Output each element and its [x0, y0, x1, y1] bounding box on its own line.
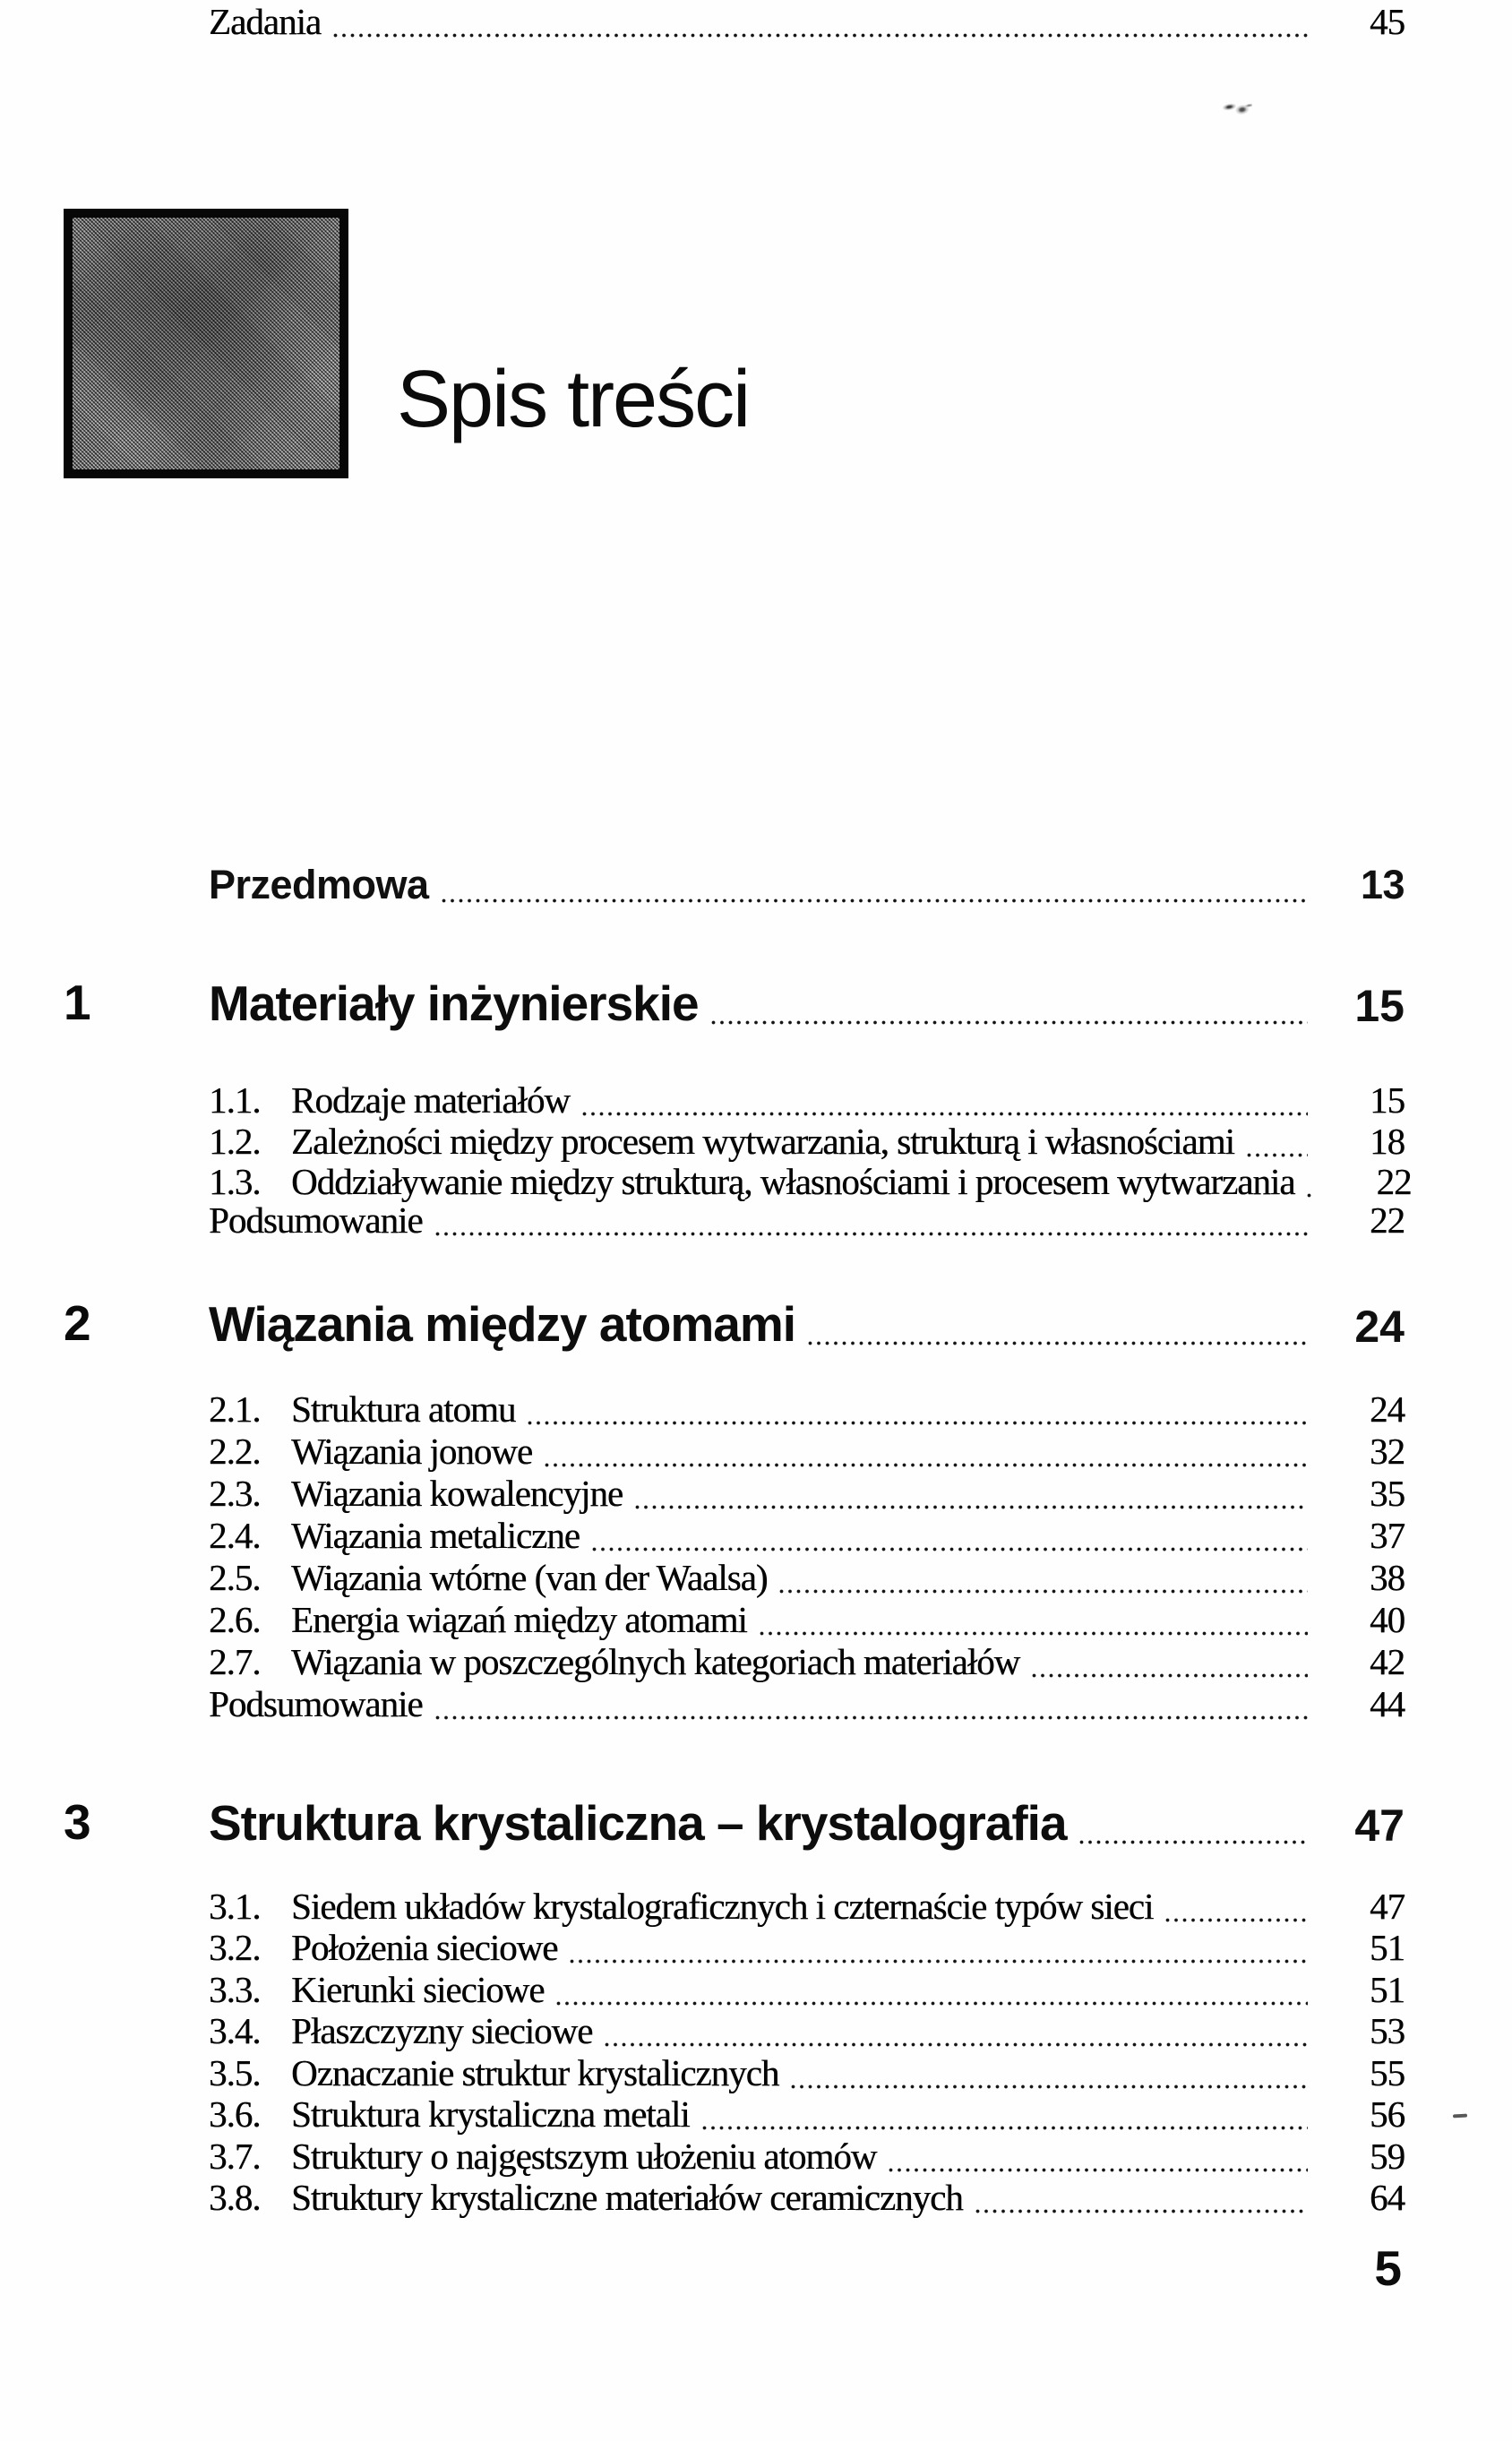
toc-entry	[209, 1885, 1405, 1928]
dot-leader	[1032, 1673, 1308, 1678]
toc-chapter-heading	[209, 1794, 1405, 1852]
toc-entry-page-number: 42	[1370, 1641, 1405, 1682]
dot-leader	[435, 1232, 1308, 1236]
dot-leader	[635, 1505, 1308, 1509]
toc-chapter-heading	[209, 975, 1405, 1032]
toc-entry-page-number: 15	[1370, 1079, 1405, 1121]
toc-entry-number: 2.6.	[209, 1599, 261, 1640]
toc-entry-number: 3.3.	[209, 1969, 261, 2010]
toc-entry	[209, 2135, 1405, 2178]
toc-entry	[209, 1430, 1405, 1473]
dot-leader	[1079, 1840, 1308, 1844]
toc-entry	[209, 1968, 1405, 2011]
toc-entry-page-number: 44	[1370, 1683, 1405, 1724]
dot-leader	[808, 1341, 1308, 1345]
toc-entry	[209, 2051, 1405, 2094]
toc-entry-page-number: 51	[1370, 1969, 1405, 2010]
toc-entry	[209, 1120, 1405, 1163]
toc-entry	[209, 1640, 1405, 1683]
toc-entry-label: Zależności między procesem wytwarzania, strukturą i własnościami	[291, 1121, 1234, 1162]
toc-entry-page-number: 45	[1370, 1, 1405, 42]
toc-entry-label: Wiązania jonowe	[291, 1431, 533, 1472]
toc-entry-page-number: 47	[1370, 1886, 1405, 1927]
toc-entry-number: 3.2.	[209, 1927, 261, 1968]
toc-entry-label: Oznaczanie struktur krystalicznych	[291, 2052, 779, 2093]
toc-entry-label: Płaszczyzny sieciowe	[291, 2010, 593, 2051]
ink-speck	[1453, 2114, 1467, 2119]
toc-chapter-title: Wiązania między atomami	[209, 1296, 796, 1352]
ink-smudge	[1220, 94, 1253, 119]
toc-entry	[209, 1472, 1405, 1515]
chapter-number: 3	[64, 1794, 91, 1850]
toc-entry-label: Zadania	[209, 1, 322, 42]
toc-entry-number: 2.3.	[209, 1473, 261, 1514]
toc-entry	[209, 2009, 1405, 2052]
toc-entry-number: 1.1.	[209, 1079, 261, 1121]
toc-entry-label: Wiązania wtórne (van der Waalsa)	[291, 1557, 768, 1598]
dot-leader	[435, 1715, 1308, 1720]
dot-leader	[975, 2209, 1308, 2213]
toc-entry-page-number: 55	[1370, 2052, 1405, 2093]
toc-chapter-title: Materiały inżynierskie	[209, 976, 699, 1031]
toc-entry-label: Położenia sieciowe	[291, 1927, 558, 1968]
dot-leader	[442, 898, 1308, 903]
toc-entry-page-number: 40	[1370, 1599, 1405, 1640]
dot-leader	[592, 1547, 1308, 1551]
dot-leader	[333, 33, 1308, 38]
dot-leader	[1307, 1193, 1314, 1198]
toc-entry-page-number: 51	[1370, 1927, 1405, 1968]
toc-entry	[209, 0, 1405, 43]
toc-entry-label: Struktura atomu	[291, 1388, 516, 1430]
dot-leader	[1165, 1918, 1308, 1922]
toc-chapter-title: Struktura krystaliczna – krystalografia	[209, 1795, 1067, 1851]
toc-entry-page-number: 47	[1354, 1801, 1405, 1851]
toc-entry-number: 3.8.	[209, 2177, 261, 2218]
toc-entry-label: Przedmowa	[209, 862, 429, 907]
toc-entry-label: Struktury krystaliczne materiałów ceramicznych	[291, 2177, 963, 2218]
toc-entry	[209, 1199, 1405, 1242]
toc-entry-label: Kierunki sieciowe	[291, 1969, 545, 2010]
toc-entry-page-number: 53	[1370, 2010, 1405, 2051]
chapter-number: 2	[64, 1295, 91, 1351]
dot-leader	[889, 2168, 1308, 2172]
toc-entry-label: Siedem układów krystalograficznych i czternaście typów sieci	[291, 1886, 1154, 1927]
toc-entry-page-number: 32	[1370, 1431, 1405, 1472]
toc-entry-number: 3.5.	[209, 2052, 261, 2093]
toc-entry-number: 3.4.	[209, 2010, 261, 2051]
dot-leader	[570, 1959, 1308, 1964]
toc-entry-page-number: 15	[1354, 981, 1405, 1031]
dot-leader	[556, 2001, 1308, 2006]
toc-entry-number: 2.4.	[209, 1515, 261, 1556]
dot-leader	[711, 1020, 1308, 1025]
toc-entry-label: Wiązania w poszczególnych kategoriach materiałów	[291, 1641, 1020, 1682]
toc-entry-page-number: 38	[1370, 1557, 1405, 1598]
toc-entry-label: Podsumowanie	[209, 1683, 423, 1724]
toc-entry-page-number: 22	[1370, 1199, 1405, 1241]
toc-entry-page-number: 64	[1370, 2177, 1405, 2218]
toc-entry-number: 3.1.	[209, 1886, 261, 1927]
toc-entry	[209, 1556, 1405, 1599]
toc-entry	[209, 2176, 1405, 2219]
toc-entry	[209, 1514, 1405, 1557]
toc-entry-number: 3.6.	[209, 2093, 261, 2135]
toc-entry-number: 2.5.	[209, 1557, 261, 1598]
chapter-opener-halftone-block	[64, 209, 348, 478]
dot-leader	[760, 1631, 1308, 1636]
toc-entry-page-number: 24	[1370, 1388, 1405, 1430]
toc-entry-label: Oddziaływanie między strukturą, własnościami i procesem wytwarzania	[291, 1161, 1295, 1202]
toc-entry	[209, 1682, 1405, 1725]
dot-leader	[791, 2084, 1308, 2089]
toc-entry-page-number: 18	[1370, 1121, 1405, 1162]
toc-entry-page-number: 37	[1370, 1515, 1405, 1556]
toc-entry-label: Wiązania kowalencyjne	[291, 1473, 623, 1514]
toc-entry-number: 2.1.	[209, 1388, 261, 1430]
dot-leader	[605, 2042, 1308, 2047]
toc-entry	[209, 2093, 1405, 2136]
toc-entry-number: 2.7.	[209, 1641, 261, 1682]
toc-entry	[209, 1926, 1405, 1969]
dot-leader	[545, 1463, 1308, 1467]
dot-leader	[702, 2126, 1308, 2130]
toc-entry-page-number: 56	[1370, 2093, 1405, 2135]
dot-leader	[779, 1589, 1308, 1594]
toc-entry	[209, 1598, 1405, 1641]
toc-entry-page-number: 24	[1354, 1302, 1405, 1352]
toc-entry-label: Wiązania metaliczne	[291, 1515, 580, 1556]
dot-leader	[1247, 1153, 1308, 1157]
toc-entry	[209, 1388, 1405, 1431]
toc-entry-label: Struktura krystaliczna metali	[291, 2093, 690, 2135]
toc-entry-number: 1.3.	[209, 1161, 261, 1202]
toc-entry-label: Rodzaje materiałów	[291, 1079, 571, 1121]
toc-entry-label: Podsumowanie	[209, 1199, 423, 1241]
toc-entry-number: 2.2.	[209, 1431, 261, 1472]
page-title: Spis treści	[397, 355, 750, 444]
toc-entry	[209, 1160, 1412, 1203]
chapter-number: 1	[64, 975, 91, 1030]
toc-entry-page-number: 35	[1370, 1473, 1405, 1514]
toc-entry-page-number: 13	[1360, 862, 1405, 907]
page-number: 5	[1374, 2240, 1402, 2296]
toc-entry	[209, 1079, 1405, 1122]
toc-entry-label: Struktury o najgęstszym ułożeniu atomów	[291, 2136, 877, 2177]
dot-leader	[582, 1112, 1308, 1116]
toc-entry-label: Energia wiązań między atomami	[291, 1599, 747, 1640]
dot-leader	[528, 1421, 1308, 1425]
toc-front-item	[209, 862, 1405, 908]
toc-entry-page-number: 59	[1370, 2136, 1405, 2177]
toc-entry-number: 1.2.	[209, 1121, 261, 1162]
toc-entry-page-number: 22	[1376, 1161, 1412, 1202]
toc-entry-number: 3.7.	[209, 2136, 261, 2177]
toc-chapter-heading	[209, 1295, 1405, 1353]
